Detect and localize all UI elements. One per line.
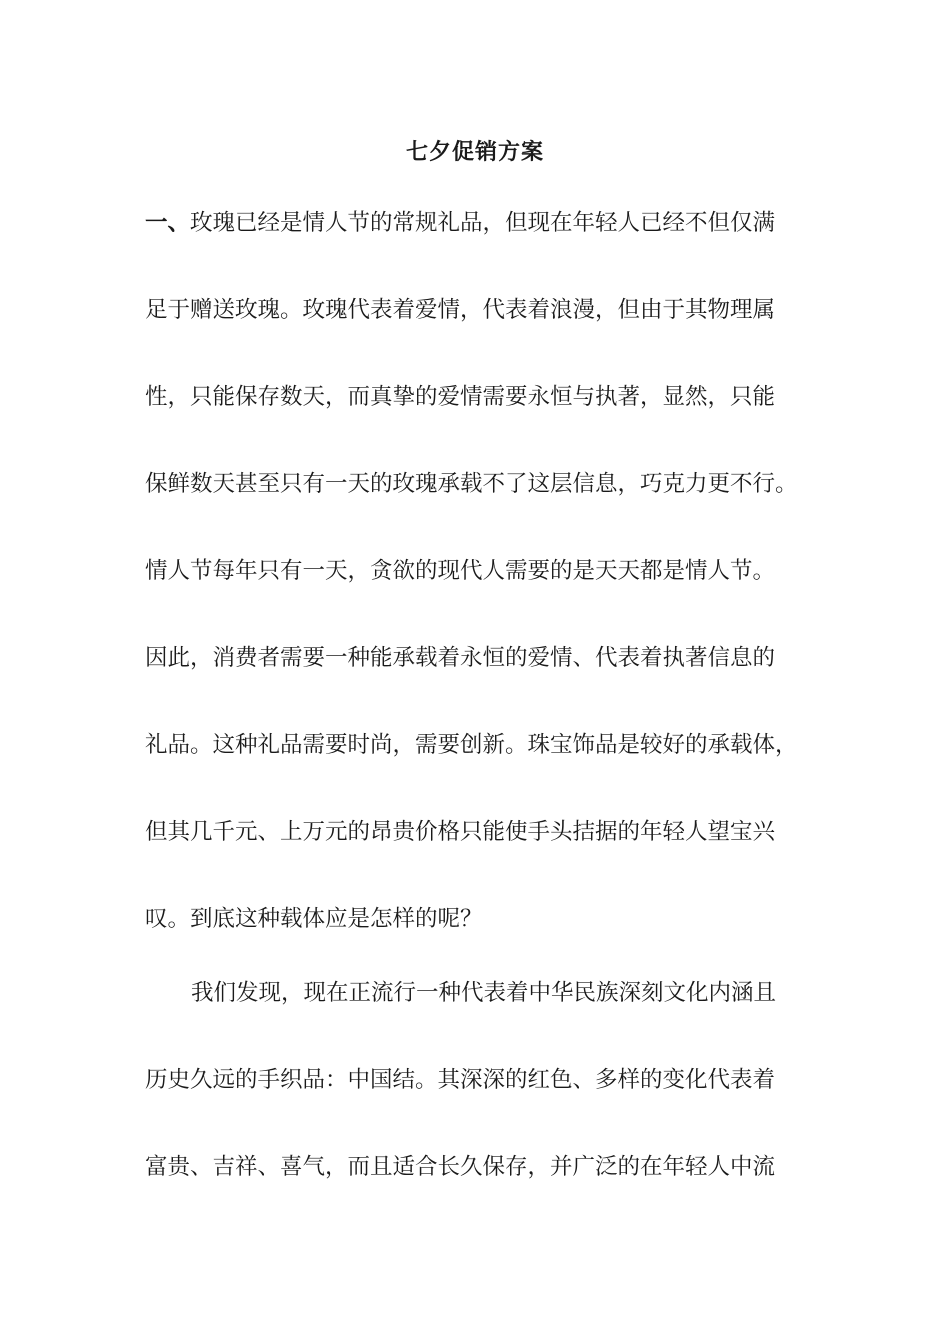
paragraph-line: 叹。到底这种载体应是怎样的呢？ bbox=[145, 906, 483, 932]
paragraph-line: 性，只能保存数天，而真挚的爱情需要永恒与执著，显然，只能 bbox=[145, 384, 776, 410]
paragraph-line: 足于赠送玫瑰。玫瑰代表着爱情，代表着浪漫，但由于其物理属 bbox=[145, 297, 776, 323]
paragraph-line: 因此，消费者需要一种能承载着永恒的爱情、代表着执著信息的 bbox=[145, 645, 776, 671]
paragraph-line: 历史久远的手织品：中国结。其深深的红色、多样的变化代表着 bbox=[145, 1067, 776, 1093]
document-title: 七夕促销方案 bbox=[405, 140, 544, 165]
paragraph-line: 但其几千元、上万元的昂贵价格只能使手头拮据的年轻人望宝兴 bbox=[145, 819, 776, 845]
section-marker: 一、 bbox=[145, 210, 191, 236]
paragraph-line: 保鲜数天甚至只有一天的玫瑰承载不了这层信息，巧克力更不行。 bbox=[145, 471, 798, 497]
paragraph-line: 我们发现，现在正流行一种代表着中华民族深刻文化内涵且 bbox=[191, 980, 777, 1006]
paragraph-line-text: 玫瑰已经是情人节的常规礼品，但现在年轻人已经不但仅满 bbox=[190, 210, 776, 236]
paragraph-line: 富贵、吉祥、喜气，而且适合长久保存，并广泛的在年轻人中流 bbox=[145, 1154, 776, 1180]
paragraph-line: 情人节每年只有一天，贪欲的现代人需要的是天天都是情人节。 bbox=[145, 558, 776, 584]
paragraph-line: 礼品。这种礼品需要时尚，需要创新。珠宝饰品是较好的承载体， bbox=[145, 732, 798, 758]
paragraph-line bbox=[145, 207, 835, 239]
